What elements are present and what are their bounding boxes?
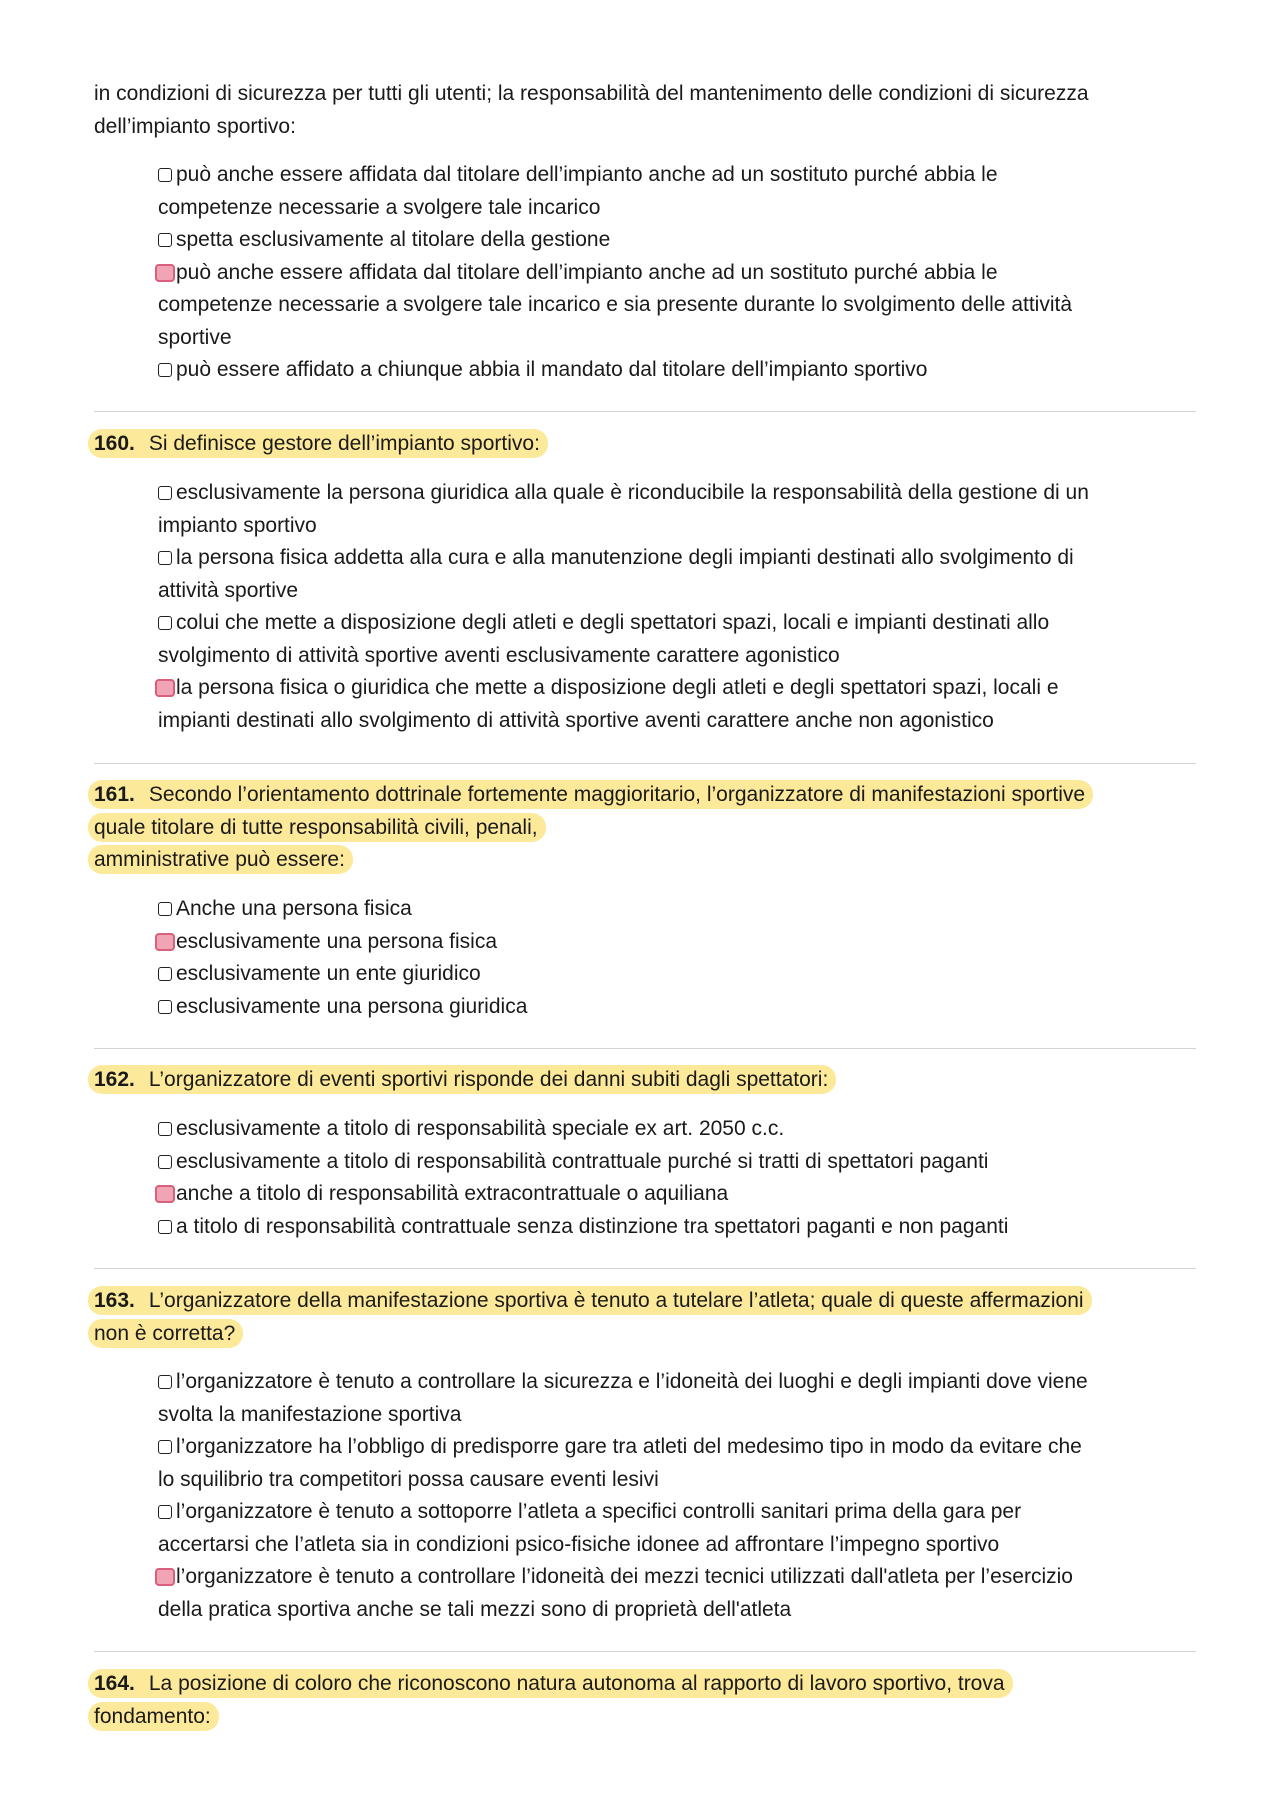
checkbox-icon[interactable] [158,1122,172,1136]
checkbox-icon[interactable] [158,1375,172,1389]
question-161 [88,779,1208,877]
checkbox-icon[interactable] [158,486,172,500]
option-correct[interactable]: può anche essere affidata dal titolare dell’impianto anche ad un sostituto purché abbia le competenze necessarie a svolgere tale incarico e sia presente durante lo svolgimento delle attività sportive [158,257,1198,355]
option[interactable]: colui che mette a disposizione degli atleti e degli spettatori spazi, locali e impianti destinati allo svolgimento di attività sportive aventi esclusivamente carattere agonistico [158,611,1050,667]
divider [94,763,1196,764]
checkbox-icon[interactable] [158,168,172,182]
option-correct[interactable]: l’organizzatore è tenuto a controllare l’idoneità dei mezzi tecnici utilizzati dall'atleta per l’esercizio della pratica sportiva anche se tali mezzi sono di proprietà dell'atleta [158,1561,1198,1626]
options-list [158,1366,1198,1626]
option[interactable]: esclusivamente la persona giuridica alla quale è riconducibile la responsabilità della gestione di un impianto sportivo [158,481,1089,537]
question-text: 162. L’organizzatore di eventi sportivi risponde dei danni subiti dagli spettatori: [88,1065,836,1094]
question-text: 161. Secondo l’orientamento dottrinale fortemente maggioritario, l’organizzatore di manifestazioni sportive quale titolare di tutte responsabilità civili, penali, amministrative può essere: [88,780,1093,874]
option[interactable]: esclusivamente un ente giuridico [158,958,1198,991]
question-163 [88,1285,1208,1350]
checkbox-icon[interactable] [158,551,172,565]
option-correct[interactable]: esclusivamente una persona fisica [158,926,1198,959]
option-correct[interactable]: anche a titolo di responsabilità extracontrattuale o aquiliana [158,1178,1198,1211]
question-162 [88,1064,1208,1097]
checkbox-icon[interactable] [158,363,172,377]
divider [94,411,1196,412]
checked-checkbox-icon[interactable] [155,1568,175,1586]
options-list [158,159,1198,387]
options-list [158,1113,1198,1243]
option[interactable]: la persona fisica addetta alla cura e alla manutenzione degli impianti destinati allo svolgimento di attività sportive [158,546,1074,602]
checkbox-icon[interactable] [158,1000,172,1014]
question-164 [88,1668,1208,1733]
option[interactable]: Anche una persona fisica [158,893,1198,926]
checkbox-icon[interactable] [158,1440,172,1454]
option[interactable]: a titolo di responsabilità contrattuale senza distinzione tra spettatori paganti e non paganti [158,1211,1198,1244]
option[interactable]: l’organizzatore è tenuto a sottoporre l’atleta a specifici controlli sanitari prima della gara per accertarsi che l’atleta sia in condizioni psico-fisiche idonee ad affrontare l’impegno sportivo [158,1500,1022,1556]
text-line: in condizioni di sicurezza per tutti gli utenti; la responsabilità del mantenimento delle condizioni di sicurezza [94,82,1089,105]
text-line: dell’impianto sportivo: [94,114,296,138]
divider [94,1268,1196,1269]
question-text: 163. L’organizzatore della manifestazione sportiva è tenuto a tutelare l’atleta; quale di queste affermazioni non è corretta? [88,1286,1092,1348]
question-continuation [94,78,1204,143]
option[interactable]: esclusivamente una persona giuridica [158,991,1198,1024]
option[interactable]: l’organizzatore è tenuto a controllare la sicurezza e l’idoneità dei luoghi e degli impianti dove viene svolta la manifestazione sportiva [158,1370,1088,1426]
option[interactable]: può essere affidato a chiunque abbia il mandato dal titolare dell’impianto sportivo [158,354,1198,387]
checkbox-icon[interactable] [158,233,172,247]
option[interactable]: esclusivamente a titolo di responsabilità contrattuale purché si tratti di spettatori paganti [158,1146,1198,1179]
option[interactable]: può anche essere affidata dal titolare dell’impianto anche ad un sostituto purché abbia le competenze necessarie a svolgere tale incarico [158,163,998,219]
question-text: 164. La posizione di coloro che riconoscono natura autonoma al rapporto di lavoro sportivo, trova fondamento: [88,1669,1013,1731]
checked-checkbox-icon[interactable] [155,264,175,282]
checkbox-icon[interactable] [158,1505,172,1519]
checkbox-icon[interactable] [158,902,172,916]
option[interactable]: esclusivamente a titolo di responsabilità speciale ex art. 2050 c.c. [158,1113,1198,1146]
checked-checkbox-icon[interactable] [155,933,175,951]
checkbox-icon[interactable] [158,1220,172,1234]
option-correct[interactable]: la persona fisica o giuridica che mette a disposizione degli atleti e degli spettatori spazi, locali e impianti destinati allo svolgimento di attività sportive aventi carattere anche non agonistico [158,672,1198,737]
option[interactable]: l’organizzatore ha l’obbligo di predisporre gare tra atleti del medesimo tipo in modo da evitare che lo squilibrio tra competitori possa causare eventi lesivi [158,1435,1082,1491]
checked-checkbox-icon[interactable] [155,1185,175,1203]
checkbox-icon[interactable] [158,1155,172,1169]
divider [94,1048,1196,1049]
question-160 [88,428,1208,461]
option[interactable]: spetta esclusivamente al titolare della gestione [158,224,1198,257]
divider [94,1651,1196,1652]
checked-checkbox-icon[interactable] [155,679,175,697]
checkbox-icon[interactable] [158,967,172,981]
question-text: 160. Si definisce gestore dell’impianto sportivo: [88,429,548,458]
options-list [158,893,1198,1023]
checkbox-icon[interactable] [158,616,172,630]
options-list [158,477,1198,737]
